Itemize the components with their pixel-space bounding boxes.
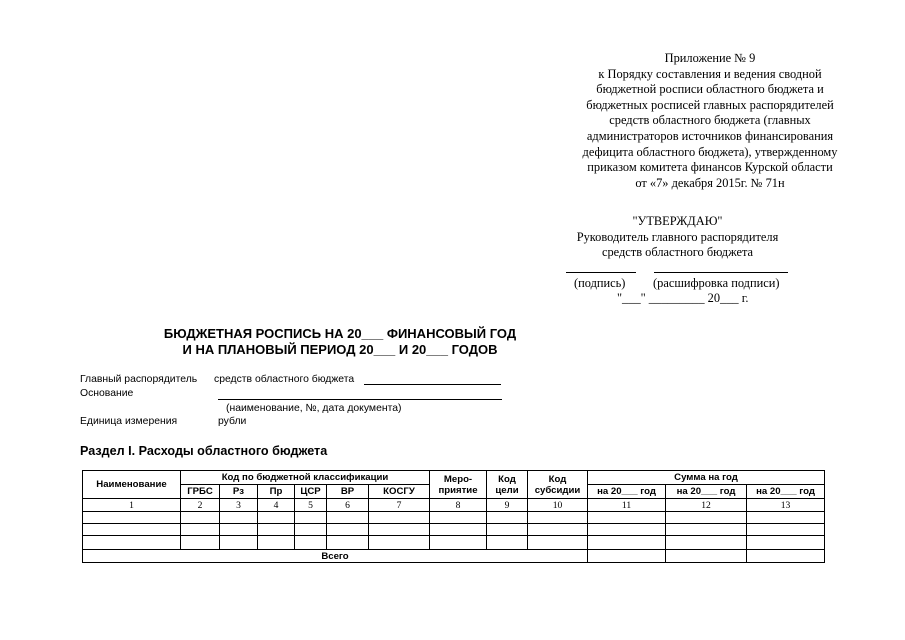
column-number: 1 [83,499,181,512]
table-cell[interactable] [258,536,295,550]
table-cell[interactable] [220,524,258,536]
title-line: БЮДЖЕТНАЯ РОСПИСЬ НА 20___ ФИНАНСОВЫЙ ГОД [163,326,517,341]
table-cell[interactable] [666,536,747,550]
table-cell[interactable] [747,524,825,536]
table-cell[interactable] [327,512,369,524]
table-cell[interactable] [588,512,666,524]
column-number: 2 [181,499,220,512]
column-number: 4 [258,499,295,512]
approval-role: средств областного бюджета [601,245,754,260]
table-cell[interactable] [747,512,825,524]
unit-value: рубли [218,416,247,427]
total-cell[interactable] [666,550,747,563]
annex-line: Приложение № 9 [664,51,756,65]
header-code-pr: Пр [258,485,295,499]
table-cell[interactable] [181,512,220,524]
main-distributor-value: средств областного бюджета [214,374,355,385]
table-cell[interactable] [295,524,327,536]
header-sum-group: Сумма на год [588,471,825,485]
header-year-2: на 20___ год [666,485,747,499]
header-goal: Код цели [487,471,528,499]
table-cell[interactable] [220,536,258,550]
table-cell[interactable] [487,524,528,536]
annex-line: бюджетных росписей главных распорядителей [586,97,834,112]
annex-line: администраторов источников финансирования [586,128,834,143]
annex-line: от «7» декабря 2015г. № 71н [635,175,785,190]
annex-line: средств областного бюджета (главных [609,113,811,128]
approval-block [555,214,800,261]
table-cell[interactable] [327,536,369,550]
table-cell[interactable] [181,524,220,536]
total-label: Всего [83,550,588,563]
column-number: 13 [747,499,825,512]
table-cell[interactable] [369,524,430,536]
table-cell[interactable] [430,524,487,536]
basis-line [218,399,502,400]
table-cell[interactable] [430,512,487,524]
total-cell[interactable] [588,550,666,563]
header-event: Меро- приятие [430,471,487,499]
table-cell[interactable] [430,536,487,550]
decode-line [654,272,788,273]
column-number: 12 [666,499,747,512]
table-cell[interactable] [588,524,666,536]
table-cell[interactable] [220,512,258,524]
column-numbers-row [83,499,825,512]
table-cell[interactable] [369,536,430,550]
budget-table [82,470,825,563]
annex-line: бюджетной росписи областного бюджета и [596,82,824,97]
signature-label: (подпись) [574,276,626,290]
table-row [83,524,825,536]
table-cell[interactable] [327,524,369,536]
approval-role: Руководитель главного распорядителя [576,229,779,244]
annex-block [560,51,860,191]
document-title [120,326,560,358]
approval-date: "___" _________ 20___ г. [617,291,749,305]
table-cell[interactable] [83,524,181,536]
header-code-csr: ЦСР [295,485,327,499]
basis-label: Основание [80,388,134,399]
table-cell[interactable] [528,524,588,536]
header-code-rz: Рз [220,485,258,499]
table-row [83,536,825,550]
table-cell[interactable] [295,536,327,550]
table-cell[interactable] [369,512,430,524]
table-cell[interactable] [666,524,747,536]
total-cell[interactable] [747,550,825,563]
header-year-3: на 20___ год [747,485,825,499]
table-cell[interactable] [528,512,588,524]
header-codes-group: Код по бюджетной классификации [181,471,430,485]
table-cell[interactable] [83,512,181,524]
table-cell[interactable] [487,536,528,550]
header-subsidy: Код субсидии [528,471,588,499]
signature-line [566,272,636,273]
title-line: И НА ПЛАНОВЫЙ ПЕРИОД 20___ И 20___ ГОДОВ [182,342,498,357]
column-number: 9 [487,499,528,512]
decode-label: (расшифровка подписи) [653,276,780,290]
header-code-vr: ВР [327,485,369,499]
column-number: 3 [220,499,258,512]
annex-line: приказом комитета финансов Курской области [587,160,833,175]
column-number: 5 [295,499,327,512]
table-cell[interactable] [588,536,666,550]
header-name: Наименование [83,471,181,499]
table-cell[interactable] [181,536,220,550]
table-cell[interactable] [83,536,181,550]
header-year-1: на 20___ год [588,485,666,499]
header-code-kosgu: КОСГУ [369,485,430,499]
column-number: 7 [369,499,430,512]
main-distributor-line [364,384,501,385]
table-cell[interactable] [487,512,528,524]
section-title: Раздел I. Расходы областного бюджета [80,444,328,458]
table-cell[interactable] [747,536,825,550]
table-cell[interactable] [528,536,588,550]
annex-line: дефицита областного бюджета), утвержденному [582,144,838,159]
approval-stamp: "УТВЕРЖДАЮ" [632,214,723,228]
basis-hint: (наименование, №, дата документа) [226,403,402,414]
table-row [83,512,825,524]
table-cell[interactable] [295,512,327,524]
column-number: 10 [528,499,588,512]
table-cell[interactable] [666,512,747,524]
column-number: 11 [588,499,666,512]
column-number: 8 [430,499,487,512]
annex-line: к Порядку составления и ведения сводной [598,66,822,81]
total-row [83,550,825,563]
column-number: 6 [327,499,369,512]
unit-label: Единица измерения [80,416,178,427]
table-cell[interactable] [258,524,295,536]
main-distributor-label: Главный распорядитель [80,374,198,385]
header-code-grbs: ГРБС [181,485,220,499]
table-cell[interactable] [258,512,295,524]
